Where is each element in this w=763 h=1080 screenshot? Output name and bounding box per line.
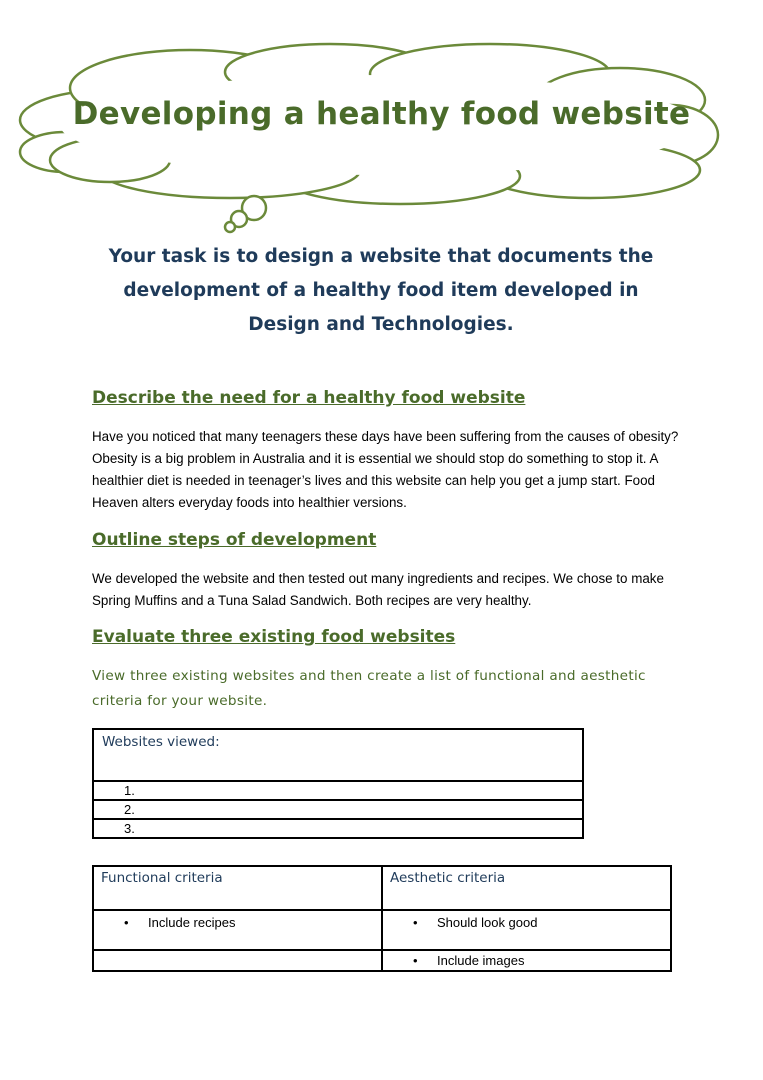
functional-criteria-header: Functional criteria xyxy=(93,866,382,910)
aesthetic-criteria-header: Aesthetic criteria xyxy=(382,866,671,910)
bullet-icon: • xyxy=(413,953,418,968)
functional-item-1[interactable] xyxy=(93,910,382,950)
functional-item-text: Include recipes xyxy=(148,915,236,930)
bullet-icon: • xyxy=(124,915,129,930)
aesthetic-item-text: Should look good xyxy=(437,915,538,930)
heading-need: Describe the need for a healthy food website xyxy=(92,388,526,408)
heading-evaluate: Evaluate three existing food websites xyxy=(92,627,456,647)
bullet-icon: • xyxy=(413,915,418,930)
aesthetic-item-text: Include images xyxy=(437,953,525,968)
websites-header: Websites viewed: xyxy=(93,729,583,781)
functional-item-2[interactable] xyxy=(93,950,382,971)
website-row-3[interactable]: 3. xyxy=(93,819,583,838)
page-title: Developing a healthy food website xyxy=(72,96,691,132)
task-description: Your task is to design a website that documents the development of a healthy food item developed in Design and Technologies. xyxy=(108,246,654,335)
paragraph-development: We developed the website and then tested out many ingredients and recipes. We chose to make Spring Muffins and a Tuna Salad Sandwich. Both recipes are very healthy. xyxy=(92,571,664,608)
aesthetic-item-1[interactable] xyxy=(382,910,671,950)
website-row-2[interactable]: 2. xyxy=(93,800,583,819)
aesthetic-item-2[interactable] xyxy=(382,950,671,971)
website-row-1[interactable]: 1. xyxy=(93,781,583,800)
websites-table xyxy=(92,728,584,839)
paragraph-evaluate: View three existing websites and then create a list of functional and aesthetic criteria for your website. xyxy=(92,668,646,709)
criteria-table xyxy=(92,865,672,972)
paragraph-need: Have you noticed that many teenagers these days have been suffering from the causes of obesity? Obesity is a big problem in Australia and it is essential we should stop do something to stop it. A healthier diet is needed in teenager’s lives and this website can help you get a jump start. Food Heaven alters everyday foods into healthier versions. xyxy=(92,429,679,510)
heading-development: Outline steps of development xyxy=(92,530,377,550)
